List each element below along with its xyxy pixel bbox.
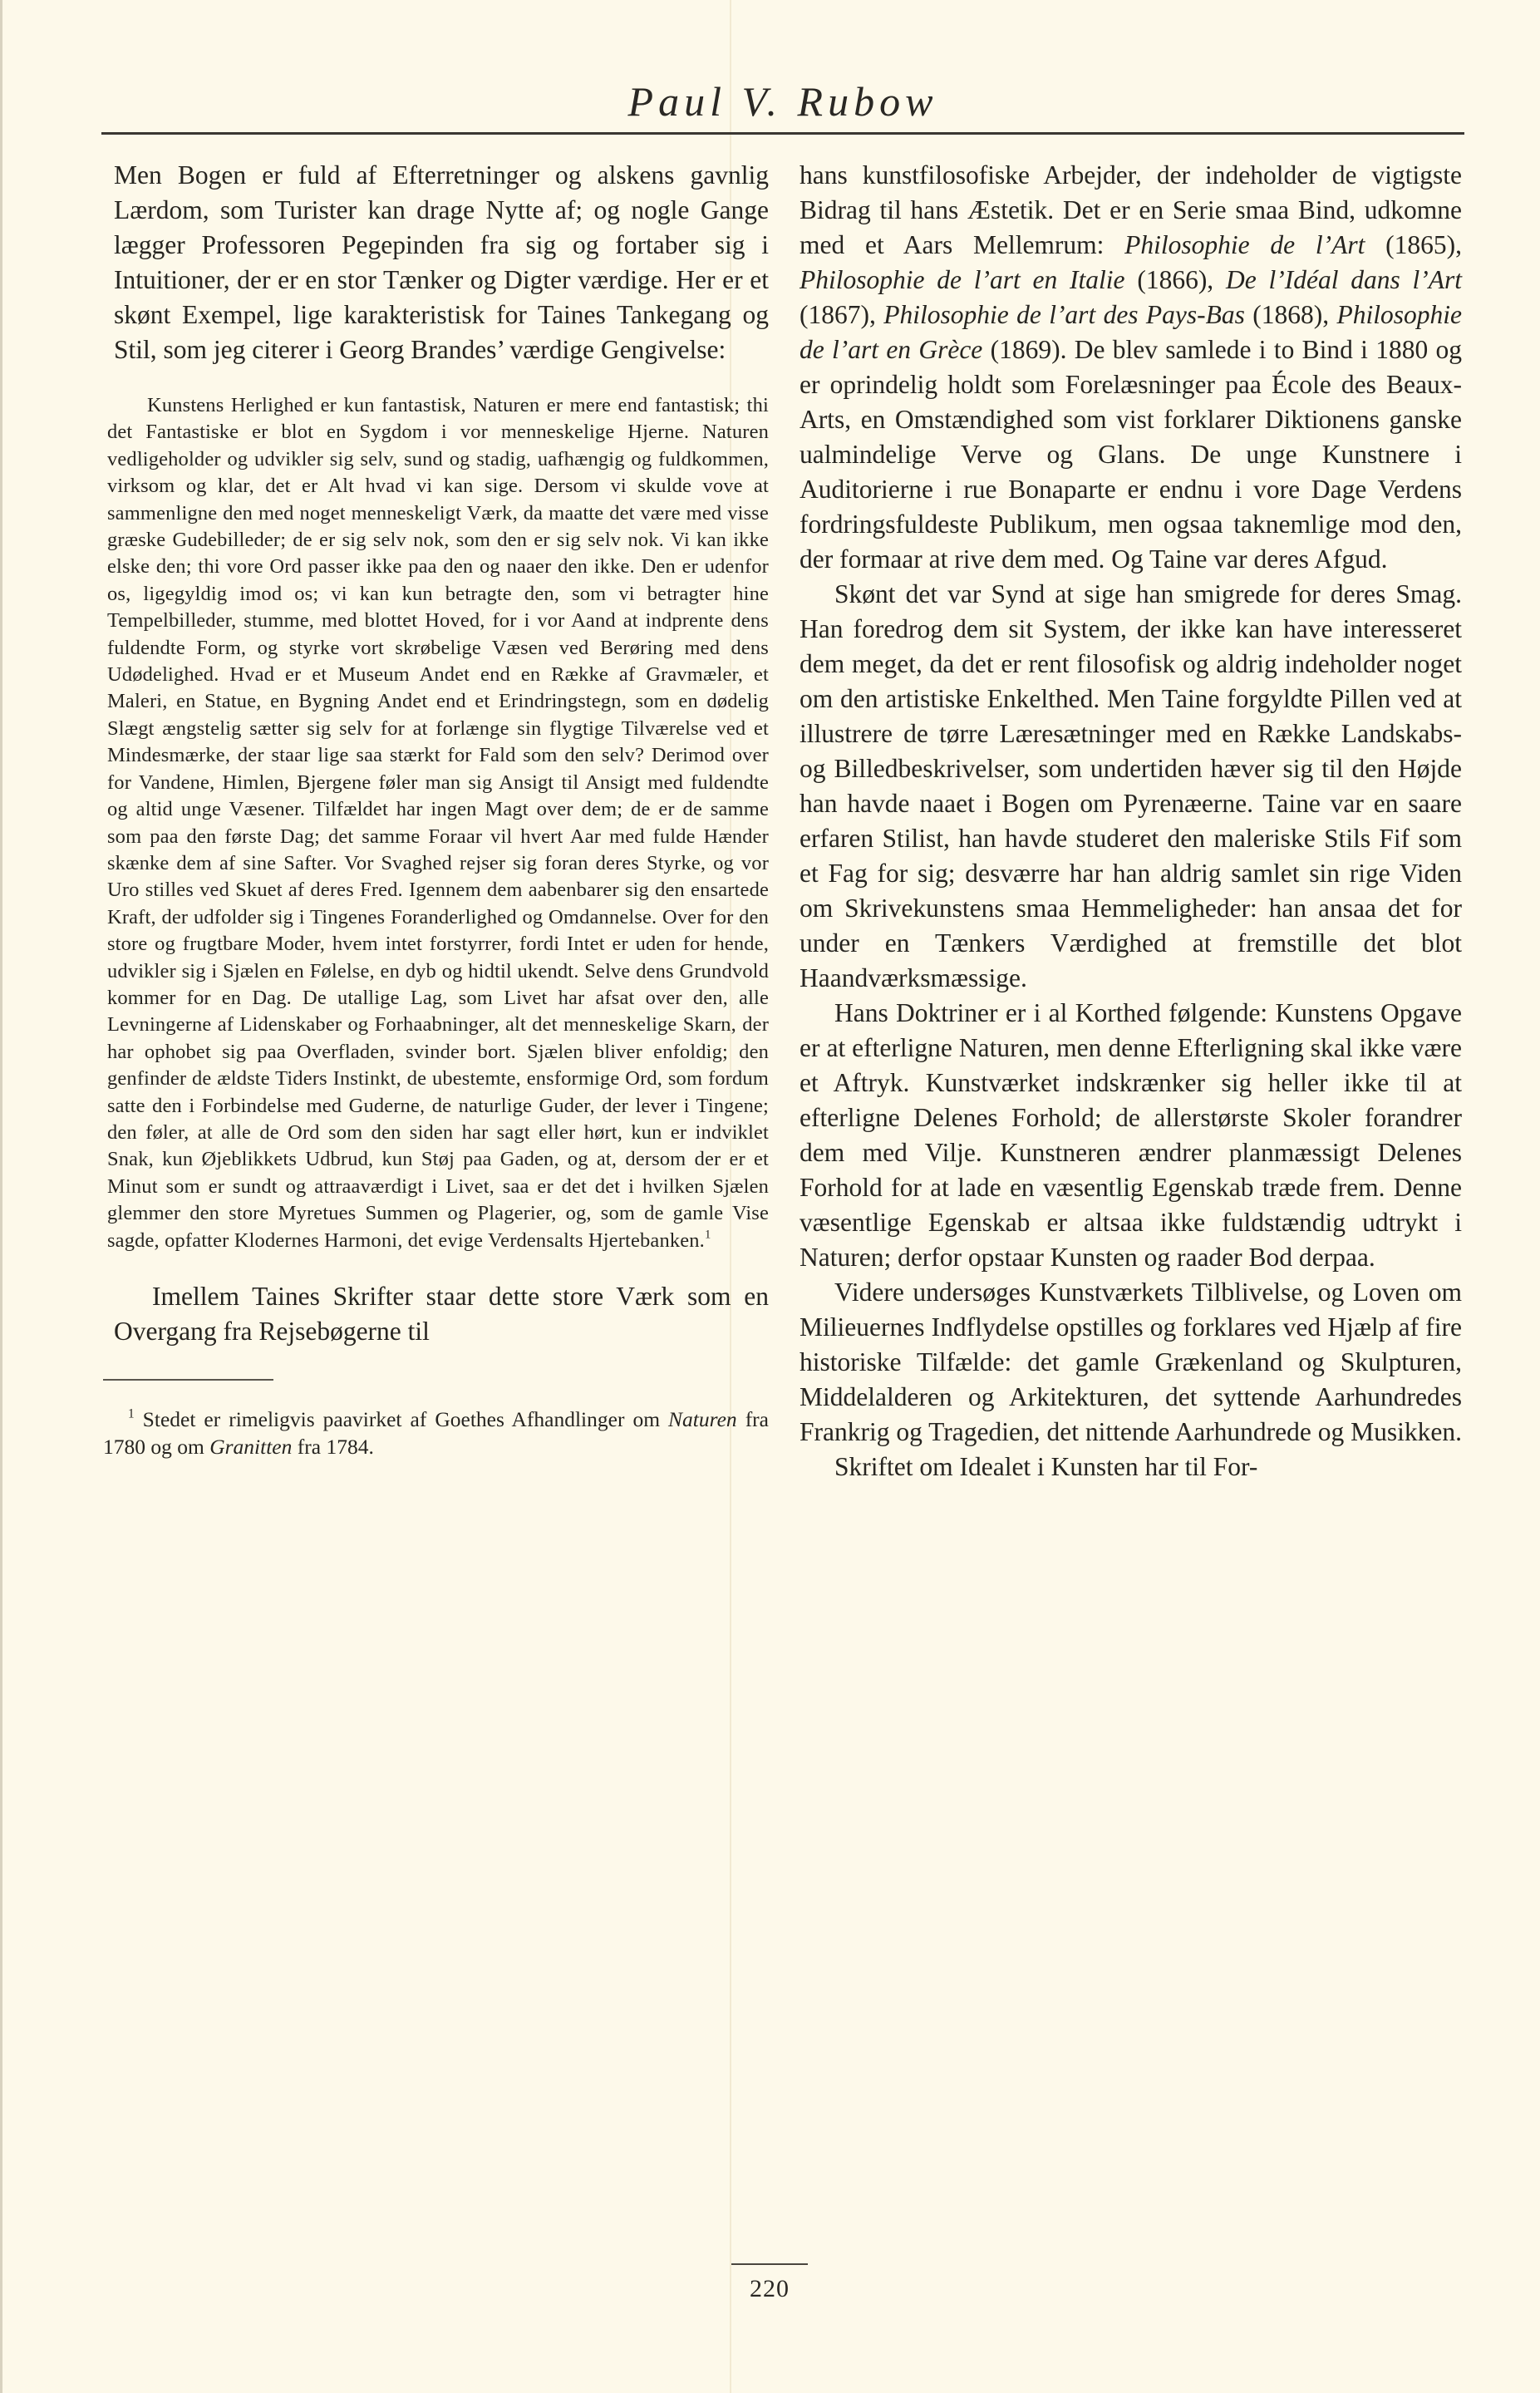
footnote-reference[interactable]: 1 — [704, 1228, 711, 1242]
paragraph-style: Skønt det var Synd at sige han smigrede for deres Smag. Han foredrog dem sit System, der ikke kan have interesseret dem meget, da det er rent filosofisk og aldrig indeholder noget om den artistiske Enkelthed. Men Taine forgyldte Pillen ved at illustrere de tørre Læresætninger med en Række Landskabs- og Billedbeskrivelser, som undertiden hæver sig til den Højde han havde naaet i Bogen om Pyrenæerne. Taine var en saare erfaren Stilist, han havde studeret den maleriske Stils Fif som et Fag for sig; desværre har han aldrig samlet sin rige Viden om Skrivekunstens smaa Hemmeligheder: han ansaa det for under en Tænkers Værdighed at fremstille det blot Haandværksmæssige. — [800, 579, 1462, 992]
work-year: (1865), — [1365, 230, 1462, 259]
paragraph-text: (1869). De blev samlede i to Bind i 1880 og er oprindelig holdt som Forelæsninger paa École des Beaux-Arts, en Omstændighed som vist forklarer Diktionens ganske ualmindelige Verve og Glans. De unge Kunstnere i Auditorierne i rue Bonaparte er endnu i vore Dage Verdens fordringsfuldeste Publikum, men ogsaa taknemlige mod den, der formaar at rive dem med. Og Taine var deres Afgud. — [800, 335, 1462, 574]
closing-paragraph: Imellem Taines Skrifter staar dette store Værk som en Overgang fra Rejsebøgerne til — [114, 1282, 769, 1346]
footnote-work-title: Naturen — [668, 1407, 737, 1431]
header-rule — [101, 132, 1464, 135]
block-quote-text: Kunstens Herlighed er kun fantastisk, Naturen er mere end fantastisk; thi det Fantastiske er blot en Sygdom i vor menneskelige Hjerne. Naturen vedligeholder og udvikler sig selv, sund og stadig, uafhængig og fuldkommen, virksom og klar, det er Alt hvad vi kan sige. Dersom vi skulde vove at sammenligne den med noget menneskeligt Værk, da maatte det være med visse græske Gudebilleder; de er sig selv nok, som den er sig selv nok. Vi kan ikke elske den; thi vore Ord passer ikke paa den og naaer den ikke. Den er udenfor os, ligegyldig imod os; vi kan kun betragte den, som vi betragter hine Tempelbilleder, stumme, med blottet Hoved, for i vor Aand at indprente dens fuldendte Form, og styrke vort skrøbelige Væsen ved Berøring med dens Udødelighed. Hvad er et Museum Andet end en Række af Gravmæler, et Maleri, en Statue, en Bygning Andet end et Erindringstegn, som en dødelig Slægt ængstelig sætter sig selv for at forlænge sin flygtige Tilværelse ved et Mindesmærke, der staar lige saa stærkt for Fald som den selv? Derimod over for Vandene, Himlen, Bjergene føler man sig Ansigt til Ansigt med fuldendte og altid unge Væsener. Tilfældet har ingen Magt over dem; de er de samme som paa den første Dag; det samme Foraar vil hvert Aar med fulde Hænder skænke dem af sine Safter. Vor Svaghed rejser sig foran deres Styrke, og vor Uro stilles ved Skuet af deres Fred. Igennem dem aabenbarer sig den ensartede Kraft, der udfolder sig i Tingenes Foranderlighed og Omdannelse. Over for den store og frugtbare Moder, hvem intet forstyrrer, fordi Intet er uden for hende, udvikler sig i Sjælen en Følelse, en dyb og hidtil ukendt. Selve dens Grundvold kommer for en Dag. De utallige Lag, som Livet har afsat over den, alle Levningerne af Lidenskaber og Forhaabninger, alt det menneskelige Skarn, der har ophobet sig paa Overfladen, svinder bort. Sjælen bliver enfoldig; den genfinder de ældste Tiders Instinkt, de ubestemte, ensformige Ord, som fordum satte den i Forbindelse med Guderne, de naturlige Guder, der lever i Tingene; den føler, at alle de Ord som den siden har sagt eller hørt, kun er indviklet Snak, kun Øjeblikkets Udbrud, kun Støj paa Gaden, og at, dersom der er et Minut som er sundt og attraaværdigt i Livet, saa er det det i hvilken Sjælen glemmer den store Myretues Summen og Plagerier, og, som de gamle Vise sagde, opfatter Klodernes Harmoni, det evige Verdensalts Hjertebanken. — [107, 394, 769, 1252]
footnote-marker: 1 — [128, 1406, 135, 1421]
work-year: (1868), — [1244, 300, 1337, 329]
right-column — [800, 158, 1462, 1485]
paragraph-text: hans kunstfilosofiske Arbejder, der indeholder de vigtigste Bidrag til hans Æstetik. Det er en Serie smaa Bind, udkomne med et Aars Mellemrum: — [800, 160, 1462, 259]
work-title: De l’Idéal dans l’Art — [1225, 265, 1462, 294]
paragraph-milieu: Videre undersøges Kunstværkets Tilblivelse, og Loven om Milieuernes Indflydelse opstilles og forklares ved Hjælp af fire historiske Tilfælde: det gamle Grækenland og Skulpturen, Middelalderen og Arkitekturen, det syttende Aarhundredes Frankrig og Tragedien, det nittende Aarhundrede og Musikken. — [800, 1278, 1462, 1446]
footnote-rule — [103, 1379, 273, 1381]
running-title: Paul V. Rubow — [627, 78, 938, 125]
footnote-work-title: Granitten — [209, 1435, 293, 1459]
footnote-text: fra 1780 og om — [103, 1407, 769, 1459]
page-edge — [0, 0, 2, 2393]
intro-paragraph: Men Bogen er fuld af Efterretninger og alskens gavnlig Lærdom, som Turister kan drage Nytte af; og nogle Gange lægger Professoren Pegepinden fra sig og fortaber sig i Intuitioner, der er en stor Tænker og Digter værdige. Her er et skønt Exempel, lige karakteristisk for Taines Tankegang og Stil, som jeg citerer i Georg Brandes’ værdige Gengivelse: — [114, 160, 769, 364]
block-quote — [107, 392, 769, 1254]
work-year: (1866), — [1124, 265, 1226, 294]
work-year: (1867), — [800, 300, 884, 329]
work-title: Philosophie de l’art en Italie — [800, 265, 1125, 294]
footnote — [103, 1406, 769, 1460]
work-title: Philosophie de l’Art — [1124, 230, 1365, 259]
left-column — [103, 158, 769, 1460]
paragraph-ideal: Skriftet om Idealet i Kunsten har til For- — [834, 1452, 1258, 1481]
page-number: 220 — [750, 2275, 790, 2302]
paragraph-works — [800, 158, 1462, 577]
paragraph-doctrines: Hans Doktriner er i al Korthed følgende: Kunstens Opgave er at efterligne Naturen, men denne Efterligning skal ikke være et Aftryk. Kunstværket indskrænker sig heller ikke til at efterligne Delenes Forhold; de allerstørste Skoler forandrer dem med Vilje. Kunstneren ændrer planmæssigt Delenes Forhold for at lade en væsentlig Egenskab træde frem. Denne væsentlige Egenskab er altsaa ikke fuldstændig udtrykt i Naturen; derfor opstaar Kunsten og raader Bod derpaa. — [800, 998, 1462, 1272]
work-title: Philosophie de l’art des Pays-Bas — [883, 300, 1245, 329]
footnote-text: fra 1784. — [292, 1435, 374, 1459]
running-header — [101, 71, 1464, 137]
footnote-text: Stedet er rimeligvis paavirket af Goethes Afhandlinger om — [142, 1407, 669, 1431]
page-number-rule — [731, 2263, 808, 2265]
work-title: Philosophie de l’art en Grèce — [800, 300, 1463, 364]
